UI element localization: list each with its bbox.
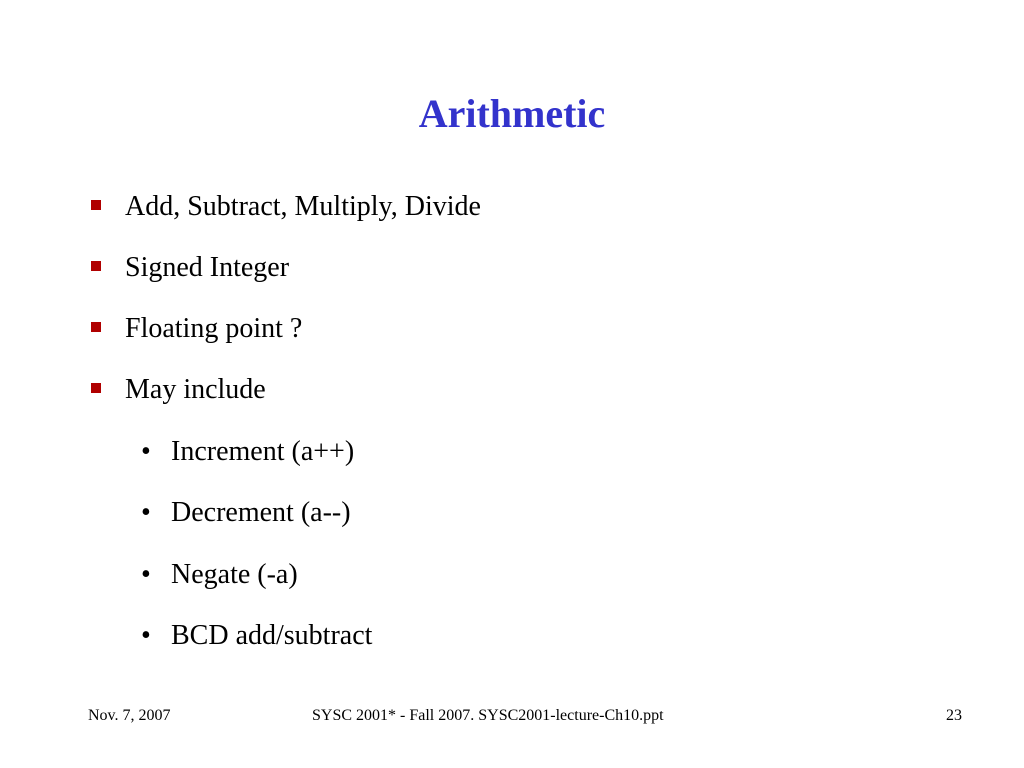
footer-page-number: 23 (946, 707, 962, 724)
square-bullet-icon (91, 322, 101, 332)
bullet-item (125, 373, 266, 407)
sub-bullet-text: Negate (-a) (171, 559, 298, 590)
footer-course-file: SYSC 2001* - Fall 2007. SYSC2001-lecture-Ch10.ppt (312, 707, 664, 724)
square-bullet-icon (91, 200, 101, 210)
sub-bullet-text: Increment (a++) (171, 436, 355, 467)
bullet-text: Floating point ? (125, 313, 303, 344)
sub-bullet-item (141, 558, 298, 592)
square-bullet-icon (91, 261, 101, 271)
dot-bullet-icon: • (141, 436, 151, 467)
sub-bullet-item (141, 435, 355, 469)
bullet-item (125, 251, 289, 285)
sub-bullet-item (141, 496, 351, 530)
square-bullet-icon (91, 383, 101, 393)
bullet-text: May include (125, 374, 266, 405)
dot-bullet-icon: • (141, 620, 151, 651)
dot-bullet-icon: • (141, 559, 151, 590)
slide-title: Arithmetic (418, 91, 606, 136)
sub-bullet-item (141, 619, 373, 653)
bullet-item (125, 190, 481, 224)
bullet-text: Add, Subtract, Multiply, Divide (125, 191, 481, 222)
bullet-item (125, 312, 302, 346)
footer-date: Nov. 7, 2007 (88, 707, 171, 724)
sub-bullet-text: Decrement (a--) (171, 497, 351, 528)
bullet-text: Signed Integer (125, 252, 290, 283)
sub-bullet-text: BCD add/subtract (171, 620, 373, 651)
dot-bullet-icon: • (141, 497, 151, 528)
